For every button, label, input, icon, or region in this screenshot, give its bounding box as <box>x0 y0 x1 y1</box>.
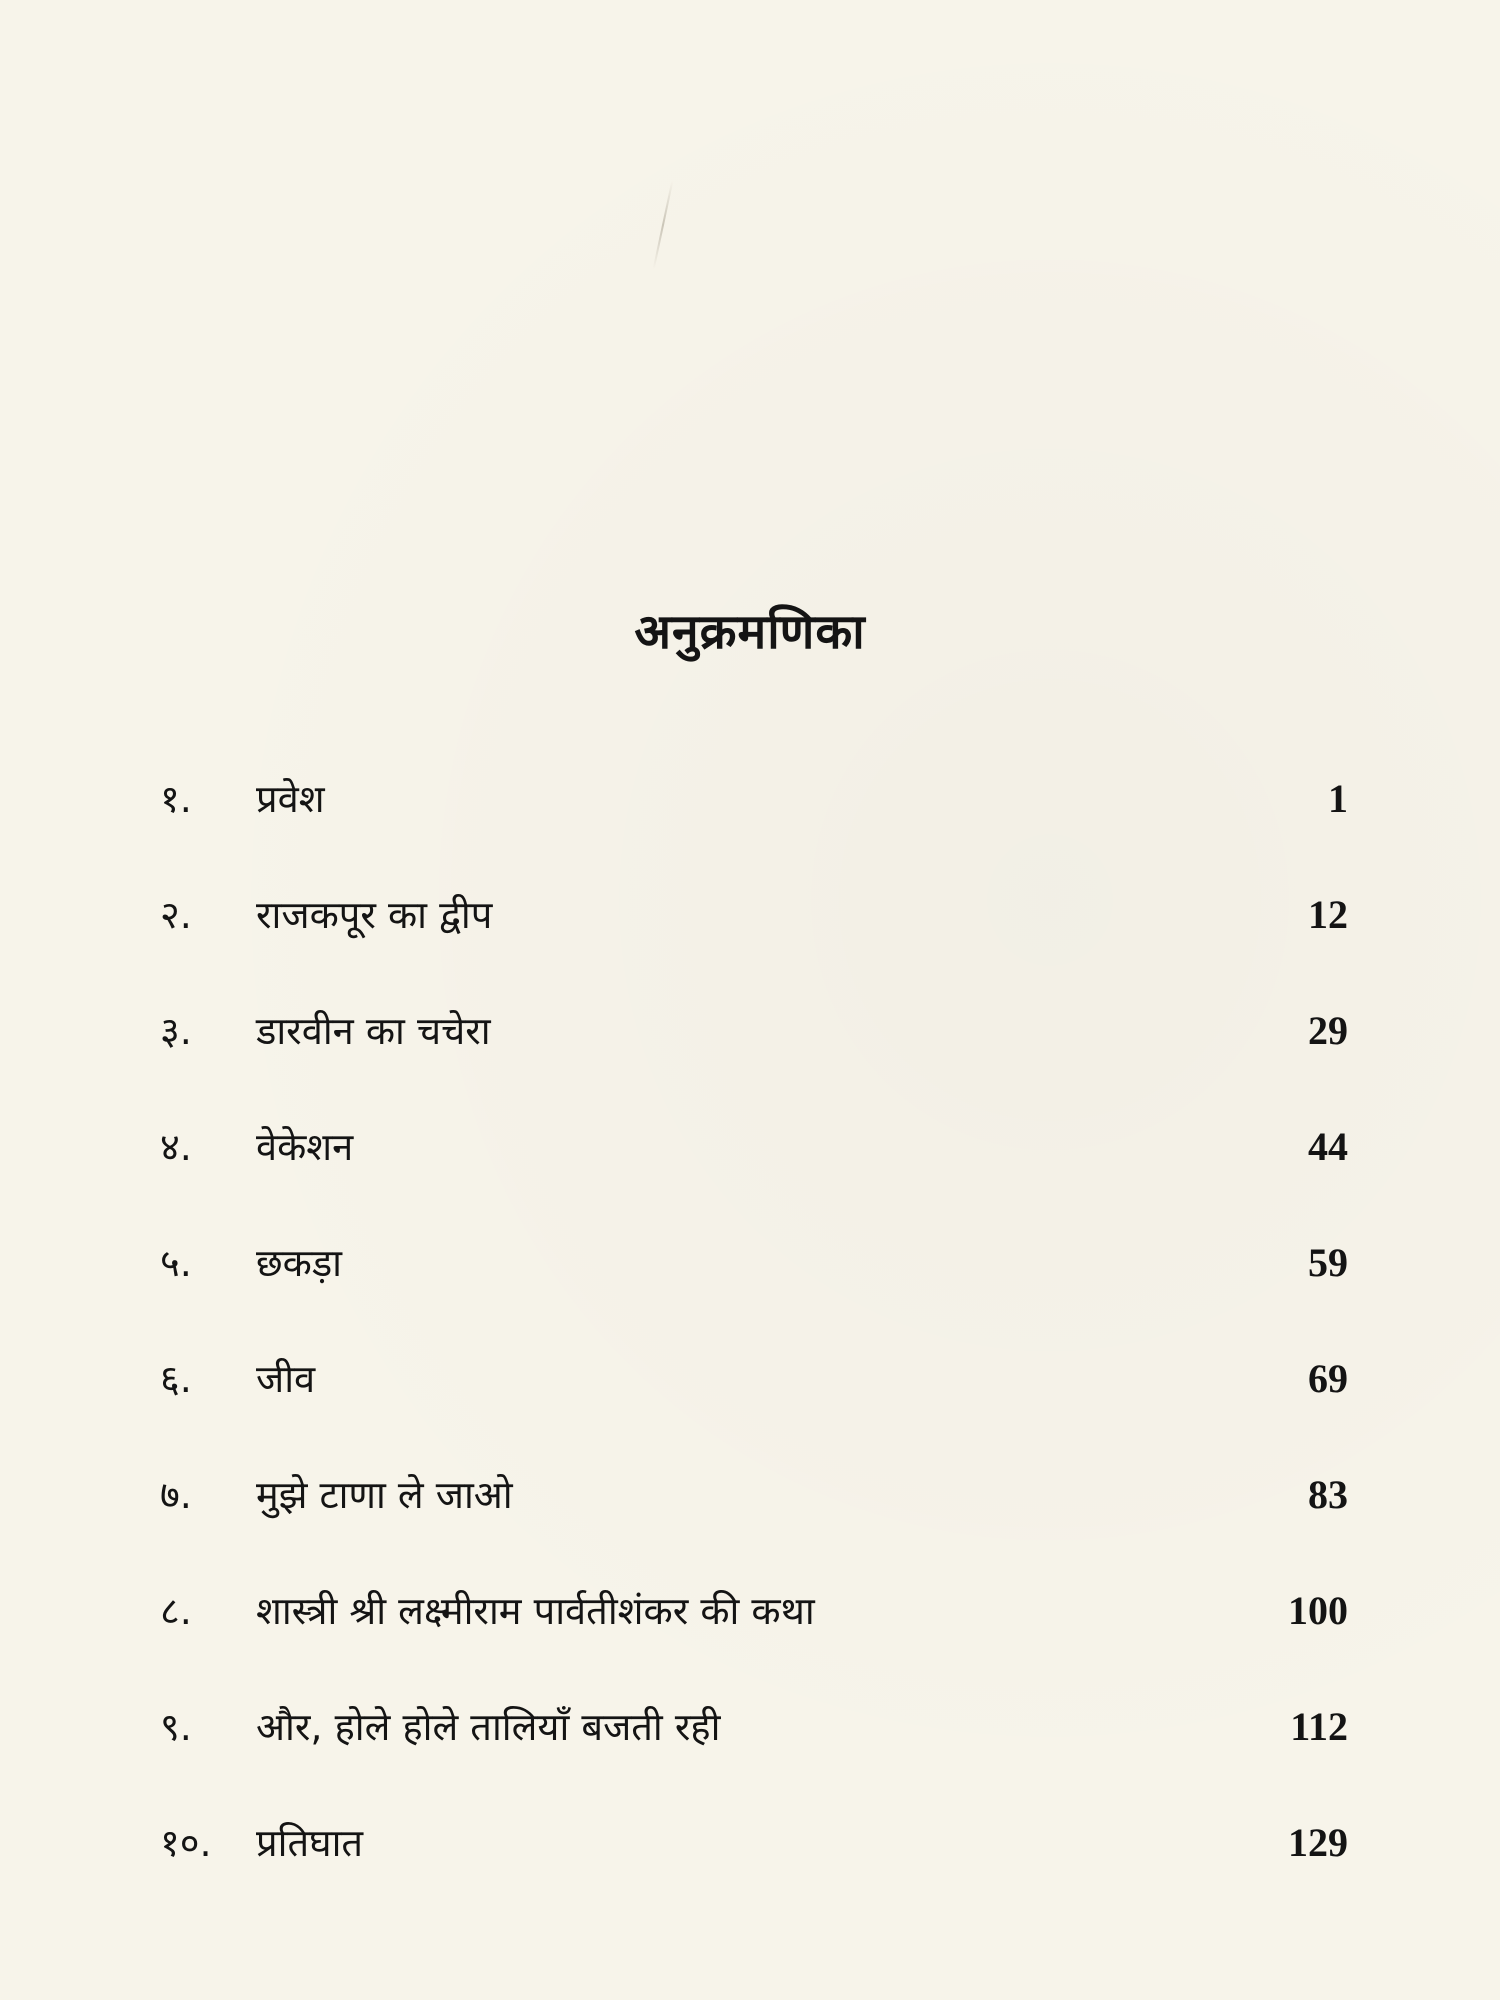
page-number: 129 <box>1288 1819 1348 1865</box>
page-number: 112 <box>1290 1703 1348 1749</box>
toc-entry <box>160 1320 1348 1436</box>
toc-entry <box>160 1436 1348 1552</box>
toc-entry <box>160 856 1348 972</box>
chapter-number: १. <box>160 777 192 821</box>
chapter-title: प्रवेश <box>256 777 325 821</box>
toc-entry <box>160 1204 1348 1320</box>
toc-entry <box>160 1552 1348 1668</box>
chapter-title: शास्त्री श्री लक्ष्मीराम पार्वतीशंकर की कथा <box>256 1589 815 1633</box>
page-number: 59 <box>1308 1239 1348 1285</box>
page-number: 12 <box>1308 891 1348 937</box>
chapter-title: राजकपूर का द्वीप <box>256 893 493 937</box>
chapter-title: छकड़ा <box>256 1241 342 1285</box>
table-of-contents <box>160 740 1348 1900</box>
page-number: 69 <box>1308 1355 1348 1401</box>
chapter-number: ७. <box>160 1473 192 1517</box>
page-number: 100 <box>1288 1587 1348 1633</box>
chapter-number: ५. <box>160 1241 192 1285</box>
toc-entry <box>160 1668 1348 1784</box>
chapter-number: २. <box>160 893 192 937</box>
page-number: 1 <box>1328 775 1348 821</box>
toc-entry <box>160 1088 1348 1204</box>
page-title: अनुक्रमणिका <box>634 604 866 660</box>
chapter-title: जीव <box>256 1357 316 1401</box>
toc-entry <box>160 740 1348 856</box>
chapter-number: ३. <box>160 1009 192 1053</box>
chapter-number: १०. <box>160 1821 212 1865</box>
chapter-title: प्रतिघात <box>256 1821 364 1865</box>
page-number: 83 <box>1308 1471 1348 1517</box>
chapter-title: डारवीन का चचेरा <box>256 1009 491 1053</box>
page-number: 29 <box>1308 1007 1348 1053</box>
chapter-number: ९. <box>160 1705 192 1749</box>
chapter-title: वेकेशन <box>256 1125 354 1169</box>
chapter-number: ८. <box>160 1589 192 1633</box>
toc-entry <box>160 1784 1348 1900</box>
paper-crease <box>653 181 674 269</box>
page-number: 44 <box>1308 1123 1348 1169</box>
chapter-number: ६. <box>160 1357 192 1401</box>
chapter-number: ४. <box>160 1125 192 1169</box>
chapter-title: और, होले होले तालियाँ बजती रही <box>256 1705 721 1749</box>
chapter-title: मुझे टाणा ले जाओ <box>256 1473 513 1517</box>
toc-entry <box>160 972 1348 1088</box>
